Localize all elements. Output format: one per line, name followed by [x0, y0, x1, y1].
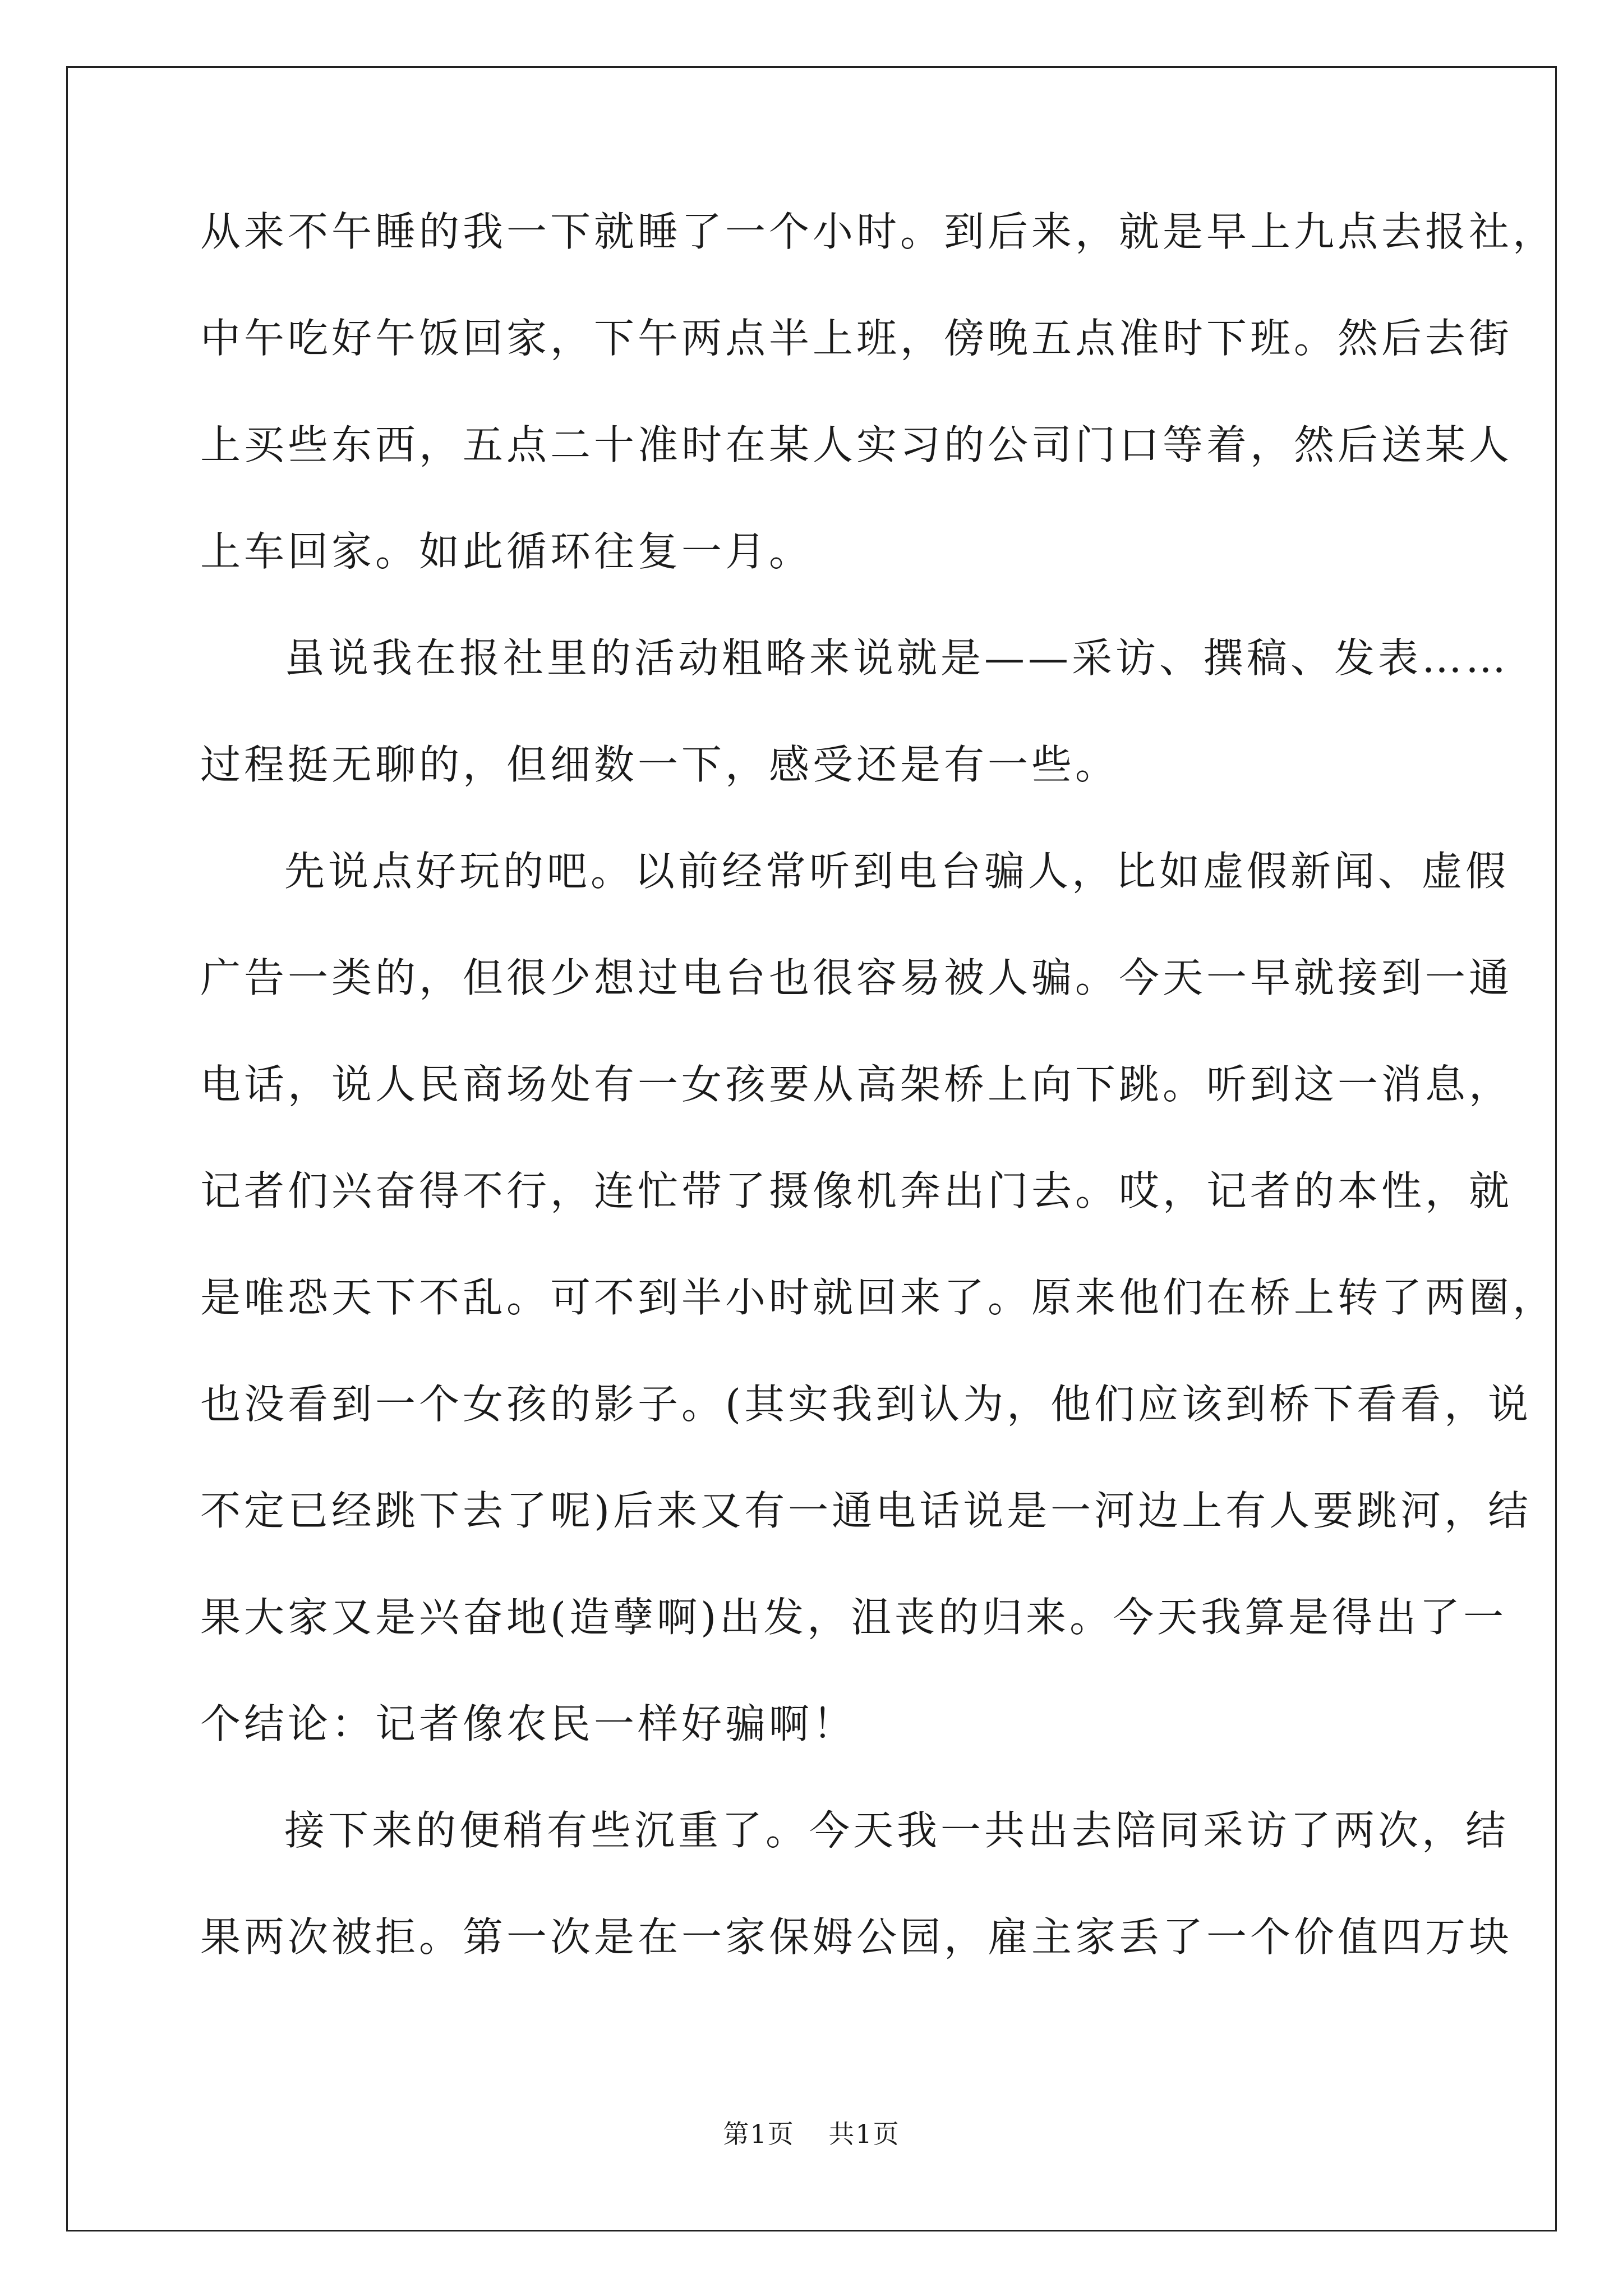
document-body [200, 178, 1557, 1990]
paragraph-first-line: 先说点好玩的吧。以前经常听到电台骗人，比如虚假新闻、虚假 [284, 848, 1510, 895]
paragraph-first-line: 接下来的便稍有些沉重了。今天我一共出去陪同采访了两次，结 [284, 1807, 1510, 1854]
text-line: 果两次被拒。第一次是在一家保姆公园，雇主家丢了一个价值四万块 [200, 1913, 1513, 1961]
paragraph-first-line: 虽说我在报社里的活动粗略来说就是——采访、撰稿、发表…… [284, 634, 1510, 682]
text-line: 广告一类的，但很少想过电台也很容易被人骗。今天一早就接到一通 [200, 954, 1513, 1001]
page-total: 共1页 [828, 2119, 900, 2149]
page-footer [0, 2114, 1623, 2151]
text-line: 个结论：记者像农民一样好骗啊！ [200, 1700, 857, 1747]
text-line: 上买些东西，五点二十准时在某人实习的公司门口等着，然后送某人 [200, 421, 1513, 468]
text-line: 记者们兴奋得不行，连忙带了摄像机奔出门去。哎，记者的本性，就 [200, 1167, 1513, 1214]
text-line: 果大家又是兴奋地(造孽啊)出发，沮丧的归来。今天我算是得出了一 [200, 1594, 1507, 1641]
page-number: 第1页 [723, 2119, 795, 2149]
text-line: 电话，说人民商场处有一女孩要从高架桥上向下跳。听到这一消息， [200, 1061, 1513, 1108]
text-line: 中午吃好午饭回家，下午两点半上班，傍晚五点准时下班。然后去街 [200, 315, 1513, 362]
text-line: 过程挺无聊的，但细数一下，感受还是有一些。 [200, 741, 1119, 788]
text-line: 上车回家。如此循环往复一月。 [200, 528, 813, 575]
text-line: 不定已经跳下去了呢)后来又有一通电话说是一河边上有人要跳河，结 [200, 1487, 1532, 1534]
text-line: 是唯恐天下不乱。可不到半小时就回来了。原来他们在桥上转了两圈， [200, 1274, 1557, 1321]
text-line: 从来不午睡的我一下就睡了一个小时。到后来，就是早上九点去报社， [200, 208, 1557, 255]
text-line: 也没看到一个女孩的影子。(其实我到认为，他们应该到桥下看看，说 [200, 1381, 1532, 1428]
